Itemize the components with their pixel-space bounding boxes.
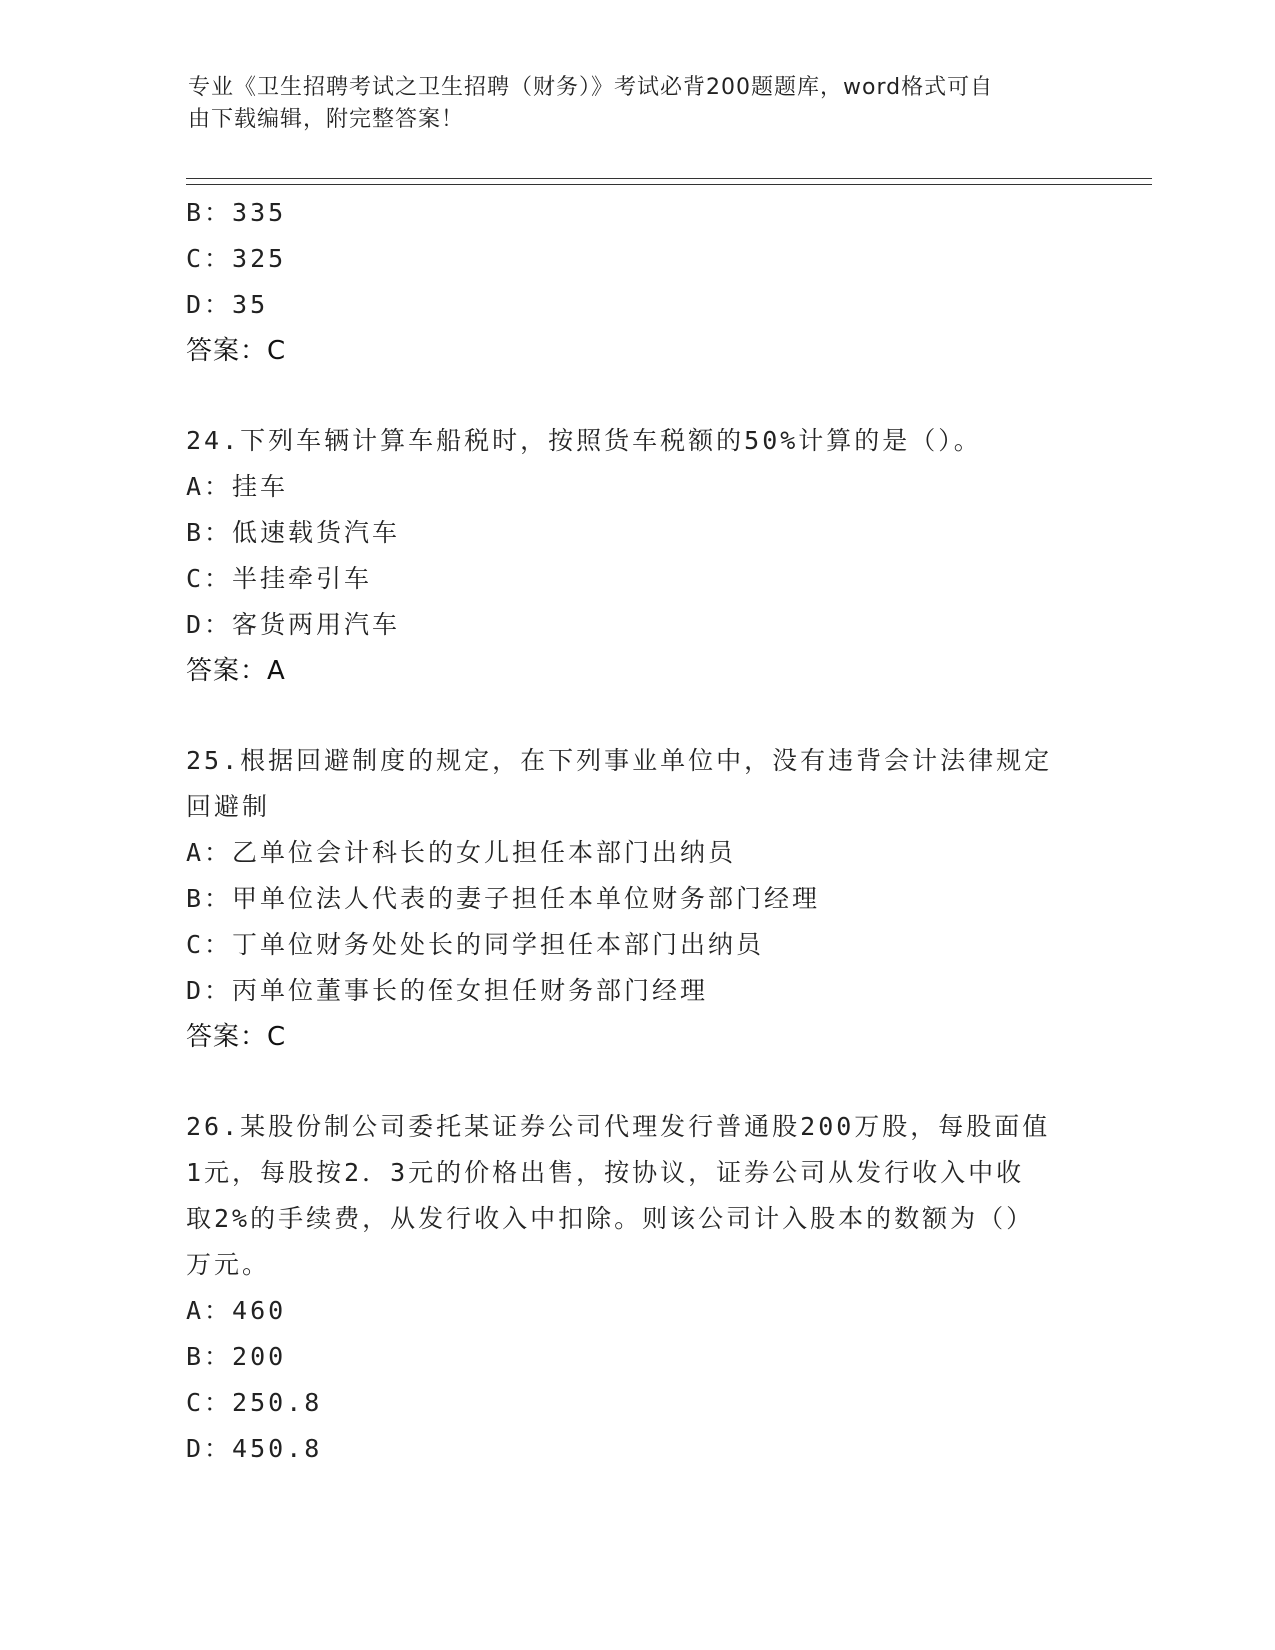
- answer: 答案：A: [186, 656, 286, 686]
- question-stem-line-1: 25.根据回避制度的规定，在下列事业单位中，没有违背会计法律规定: [186, 746, 1053, 775]
- option-a: A：挂车: [186, 472, 289, 501]
- header-line-2: 由下载编辑，附完整答案！: [188, 107, 465, 132]
- option-b: B：甲单位法人代表的妻子担任本单位财务部门经理: [186, 884, 821, 913]
- option-b: B：335: [186, 198, 287, 227]
- option-b: B：低速载货汽车: [186, 518, 401, 547]
- option-d: D：450.8: [186, 1434, 323, 1463]
- question-stem-line-1: 26.某股份制公司委托某证券公司代理发行普通股200万股，每股面值: [186, 1112, 1051, 1141]
- option-c: C：半挂牵引车: [186, 564, 373, 593]
- option-b: B：200: [186, 1342, 287, 1371]
- option-a: A：460: [186, 1296, 287, 1325]
- question-stem-line-3: 取2%的手续费，从发行收入中扣除。则该公司计入股本的数额为（）: [186, 1204, 1035, 1233]
- question-23: [186, 190, 1086, 374]
- question-list: [186, 190, 1086, 1472]
- question-stem-line-4: 万元。: [186, 1250, 271, 1279]
- option-c: C：325: [186, 244, 287, 273]
- question-24: [186, 418, 1086, 694]
- option-d: D：35: [186, 290, 269, 319]
- answer: 答案：C: [186, 1022, 287, 1052]
- answer: 答案：C: [186, 336, 287, 366]
- option-c: C：250.8: [186, 1388, 323, 1417]
- question-stem: 24.下列车辆计算车船税时，按照货车税额的50%计算的是（）。: [186, 426, 982, 455]
- option-a: A：乙单位会计科长的女儿担任本部门出纳员: [186, 838, 737, 867]
- header-divider: [186, 178, 1152, 185]
- document-header: [188, 72, 1068, 136]
- option-d: D：丙单位董事长的侄女担任财务部门经理: [186, 976, 709, 1005]
- question-stem-line-2: 1元，每股按2．3元的价格出售，按协议，证券公司从发行收入中收: [186, 1158, 1025, 1187]
- header-line-1: 专业《卫生招聘考试之卫生招聘（财务）》考试必背200题题库，word格式可自: [188, 75, 994, 100]
- question-stem-line-2: 回避制: [186, 792, 271, 821]
- option-d: D：客货两用汽车: [186, 610, 401, 639]
- question-25: [186, 738, 1086, 1060]
- question-26: [186, 1104, 1086, 1472]
- option-c: C：丁单位财务处处长的同学担任本部门出纳员: [186, 930, 765, 959]
